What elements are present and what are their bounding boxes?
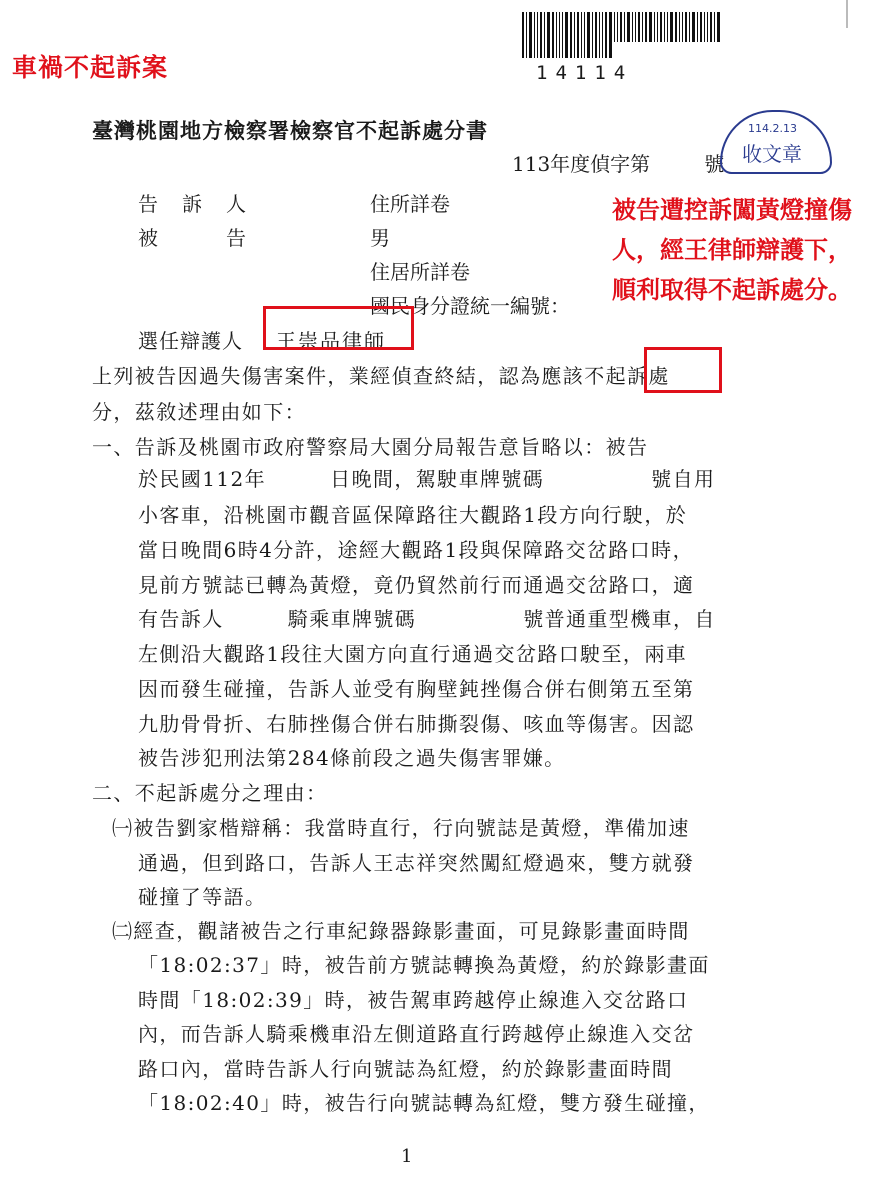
sub-item-1-heading: ㈠被告劉家楷辯稱：我當時直行，行向號誌是黃燈，準備加速: [112, 816, 690, 840]
barcode-bar: [529, 12, 532, 58]
barcode-bar: [679, 12, 680, 42]
barcode-bar: [534, 12, 535, 58]
barcode-bar: [526, 12, 527, 58]
section-1-line: 九肋骨骨折、右肺挫傷合併右肺撕裂傷、咳血等傷害。因認: [138, 712, 695, 736]
defendant-address: 住居所詳卷: [370, 260, 470, 284]
barcode-bar: [714, 12, 715, 42]
received-stamp: [720, 110, 832, 174]
section-2-heading: 二、不起訴處分之理由：: [92, 781, 328, 805]
barcode-bar: [614, 12, 615, 42]
stamp-text: 收文章: [742, 142, 802, 166]
barcode-bar: [552, 12, 554, 58]
page-number: 1: [401, 1146, 413, 1167]
barcode-bar: [547, 12, 550, 58]
overlay-case-tag: 車禍不起訴案: [12, 53, 169, 82]
barcode-bar: [624, 12, 625, 42]
barcode-bar: [562, 12, 563, 58]
counsel-label: 選任辯護人: [138, 329, 243, 353]
complainant-label: 告 訴 人: [138, 192, 248, 216]
barcode-bar: [574, 12, 575, 58]
barcode-bar: [700, 12, 702, 42]
intro-text-end: 處: [648, 364, 670, 388]
counsel-name: 王崇品律師: [276, 329, 386, 353]
barcode-bar: [667, 12, 668, 42]
sub-item-2-line: 路口內，當時告訴人行向號誌為紅燈，約於錄影畫面時間: [138, 1057, 673, 1081]
section-1-line: 當日晚間6時4分許，途經大觀路1段與保障路交岔路口時，: [138, 538, 694, 562]
barcode-bar: [577, 12, 579, 58]
barcode-bar: [522, 12, 524, 58]
section-1-line: 有告訴人 騎乘車牌號碼 號普通重型機車，自: [138, 607, 716, 631]
intro-text: 上列被告因過失傷害案件，業經偵查終結，認為應該: [92, 364, 585, 388]
sub-item-2-line: 內，而告訴人騎乘機車沿左側道路直行跨越停止線進入交岔: [138, 1022, 695, 1046]
barcode-bar: [664, 12, 665, 42]
barcode-bar: [710, 12, 712, 42]
defendant-label: 被 告: [138, 226, 248, 250]
barcode-bar: [587, 12, 590, 58]
barcode-bar: [565, 12, 568, 58]
barcode-bar: [670, 12, 673, 42]
barcode-bar: [556, 12, 557, 58]
intro-line-1: [92, 360, 670, 389]
intro-no-prosecution: 不起訴: [584, 364, 649, 388]
defendant-id-label: 國民身分證統一編號：: [370, 294, 570, 318]
case-number-suffix: 號: [704, 152, 725, 176]
barcode-bar: [602, 12, 603, 58]
barcode-bar: [592, 12, 593, 58]
barcode-bar: [704, 12, 705, 42]
defendant-gender: 男: [370, 226, 390, 250]
barcode-bar: [620, 12, 622, 42]
barcode-bar: [584, 12, 585, 58]
barcode-bar: [570, 12, 572, 58]
sub-item-2-heading: ㈡經查，觀諸被告之行車紀錄器錄影畫面，可見錄影畫面時間: [112, 919, 690, 943]
sub-item-2-line: 時間「18:02:39」時，被告駕車跨越停止線進入交岔路口: [138, 988, 689, 1012]
barcode-bar: [685, 12, 687, 42]
barcode-bar: [559, 12, 560, 58]
barcode-bar: [642, 12, 643, 42]
barcode-bar: [599, 12, 600, 58]
barcode-bar: [654, 12, 655, 42]
document-title: 臺灣桃園地方檢察署檢察官不起訴處分書: [92, 118, 488, 143]
edge-divider: [846, 0, 848, 28]
section-1-heading: 一、告訴及桃園市政府警察局大園分局報告意旨略以：被告: [92, 435, 649, 459]
section-1-line: 小客車，沿桃園市觀音區保障路往大觀路1段方向行駛，於: [138, 503, 688, 527]
barcode-bar: [609, 12, 612, 58]
barcode-bar: [689, 12, 690, 42]
barcode-bar: [707, 12, 708, 42]
barcode-bar: [692, 12, 695, 42]
barcode-bar: [537, 12, 538, 58]
sub-item-2-line: 「18:02:37」時，被告前方號誌轉換為黃燈，約於錄影畫面: [138, 953, 710, 977]
barcode-bar: [649, 12, 652, 42]
section-1-line: 左側沿大觀路1段往大園方向直行通過交岔路口駛至，兩車: [138, 642, 688, 666]
sub-item-2-line: 「18:02:40」時，被告行向號誌轉為紅燈，雙方發生碰撞，: [138, 1091, 710, 1115]
barcode: [522, 12, 784, 58]
barcode-bar: [697, 12, 698, 42]
barcode-bar: [635, 12, 636, 42]
case-number-text: 113年度偵字第: [512, 152, 651, 176]
barcode-bar: [605, 12, 607, 58]
barcode-bar: [675, 12, 677, 42]
section-1-line: 於民國112年 日晚間，駕駛車牌號碼 號自用: [138, 467, 716, 491]
counsel-highlight-box: [263, 306, 414, 350]
barcode-bar: [544, 12, 545, 58]
barcode-bar: [682, 12, 683, 42]
barcode-bar: [638, 12, 640, 42]
no-prosecution-highlight-box: [644, 347, 722, 393]
barcode-bar: [717, 12, 720, 42]
sub-item-1-line: 碰撞了等語。: [138, 885, 267, 909]
barcode-number: 14114: [536, 62, 634, 84]
overlay-side-note: 被告遭控訴闖黃燈撞傷人，經王律師辯護下，順利取得不起訴處分。: [612, 195, 852, 304]
barcode-bar: [581, 12, 582, 58]
case-number: [512, 148, 724, 177]
stamp-date: 114.2.13: [748, 122, 797, 135]
section-1-line: 因而發生碰撞，告訴人並受有胸壁鈍挫傷合併右側第五至第: [138, 677, 695, 701]
barcode-bar: [660, 12, 662, 42]
barcode-bar: [595, 12, 597, 58]
sub-item-1-line: 通過，但到路口，告訴人王志祥突然闖紅燈過來，雙方就發: [138, 851, 695, 875]
barcode-bar: [617, 12, 618, 42]
barcode-bar: [645, 12, 647, 42]
intro-line-2: 分，茲敘述理由如下：: [92, 400, 306, 424]
barcode-bar: [657, 12, 658, 42]
barcode-bar: [540, 12, 542, 58]
section-1-line: 被告涉犯刑法第284條前段之過失傷害罪嫌。: [138, 746, 566, 770]
barcode-bar: [632, 12, 633, 42]
complainant-address: 住所詳卷: [370, 192, 450, 216]
section-1-line: 見前方號誌已轉為黃燈，竟仍貿然前行而通過交岔路口，適: [138, 573, 695, 597]
barcode-bar: [627, 12, 630, 42]
